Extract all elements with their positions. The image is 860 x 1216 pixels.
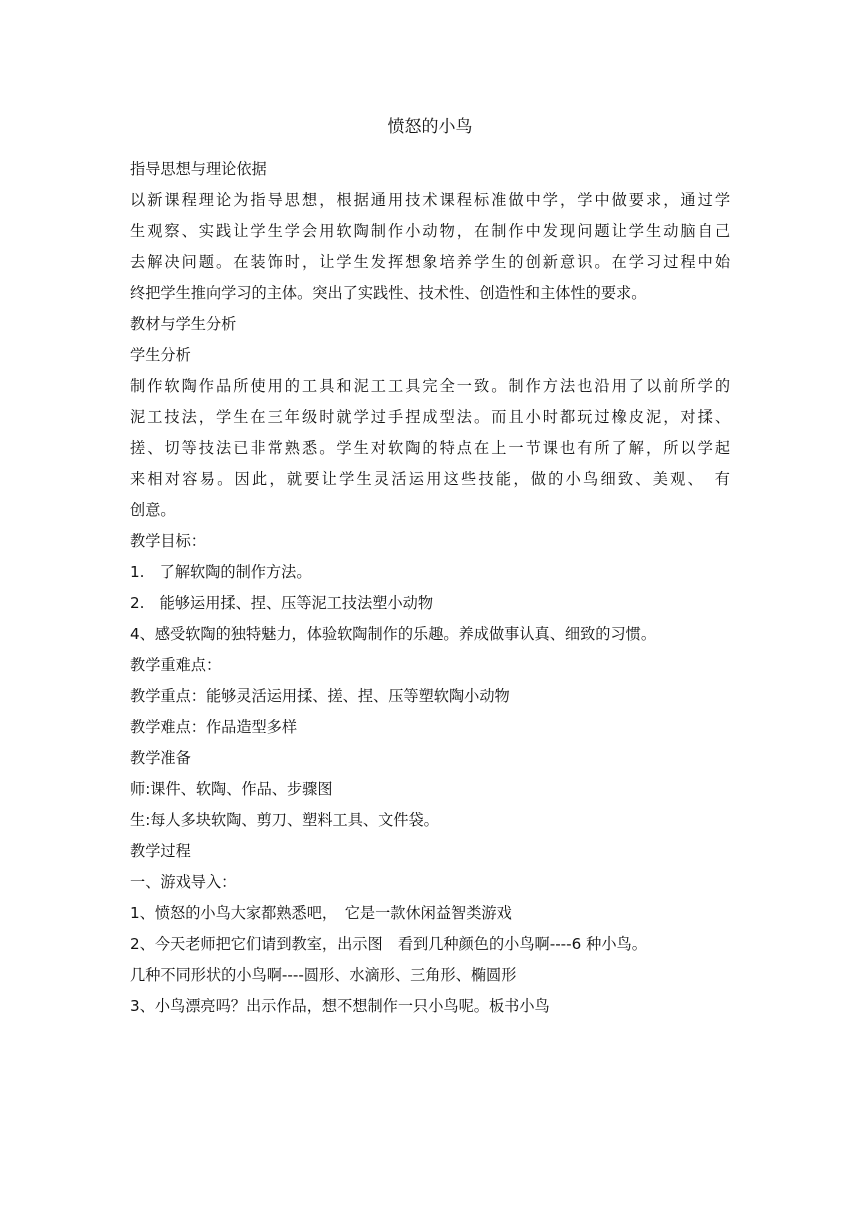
paragraph-line: 去解决问题。在装饰时，让学生发挥想象培养学生的创新意识。在学习过程中始 [130,253,730,271]
list-item: 1. 了解软陶的制作方法。 [130,563,312,581]
section-heading-process: 教学过程 [130,842,191,860]
list-item: 4、感受软陶的独特魅力，体验软陶制作的乐趣。养成做事认真、细致的习惯。 [130,625,657,643]
section-heading-teaching-goals: 教学目标： [130,532,206,550]
section-heading-guiding-thought: 指导思想与理论依据 [130,160,267,178]
document-body [130,154,730,1022]
section-heading-material-analysis: 教材与学生分析 [130,315,237,333]
list-item: 生:每人多块软陶、剪刀、塑料工具、文件袋。 [130,811,439,829]
list-item: 教学重点：能够灵活运用揉、搓、捏、压等塑软陶小动物 [130,687,510,705]
list-item: 师:课件、软陶、作品、步骤图 [130,780,333,798]
paragraph-line: 泥工技法，学生在三年级时就学过手捏成型法。而且小时都玩过橡皮泥，对揉、 [130,408,730,426]
paragraph-line: 创意。 [130,501,176,519]
list-item: 3、小鸟漂亮吗？出示作品，想不想制作一只小鸟呢。板书小鸟 [130,997,550,1015]
paragraph-line: 以新课程理论为指导思想，根据通用技术课程标准做中学，学中做要求，通过学 [130,191,730,209]
section-heading-preparation: 教学准备 [130,749,191,767]
paragraph-line: 生观察、实践让学生学会用软陶制作小动物，在制作中发现问题让学生动脑自己 [130,222,730,240]
section-heading-student-analysis: 学生分析 [130,346,191,364]
list-item: 2. 能够运用揉、捏、压等泥工技法塑小动物 [130,594,434,612]
document-title: 愤怒的小鸟 [387,117,473,137]
list-item: 2、今天老师把它们请到教室，出示图 看到几种颜色的小鸟啊----6 种小鸟。 [130,935,647,953]
paragraph-line: 搓、切等技法已非常熟悉。学生对软陶的特点在上一节课也有所了解，所以学起 [130,439,730,457]
list-item: 几种不同形状的小鸟啊----圆形、水滴形、三角形、椭圆形 [130,966,517,984]
paragraph-line: 制作软陶作品所使用的工具和泥工工具完全一致。制作方法也沿用了以前所学的 [130,377,730,395]
section-heading-key-points: 教学重难点： [130,656,222,674]
subsection-heading-game-intro: 一、游戏导入： [130,873,237,891]
list-item: 教学难点：作品造型多样 [130,718,298,736]
paragraph-line: 来相对容易。因此，就要让学生灵活运用这些技能，做的小鸟细致、美观、 有 [130,470,730,488]
list-item: 1、愤怒的小鸟大家都熟悉吧， 它是一款休闲益智类游戏 [130,904,512,922]
paragraph-line: 终把学生推向学习的主体。突出了实践性、技术性、创造性和主体性的要求。 [130,284,647,302]
